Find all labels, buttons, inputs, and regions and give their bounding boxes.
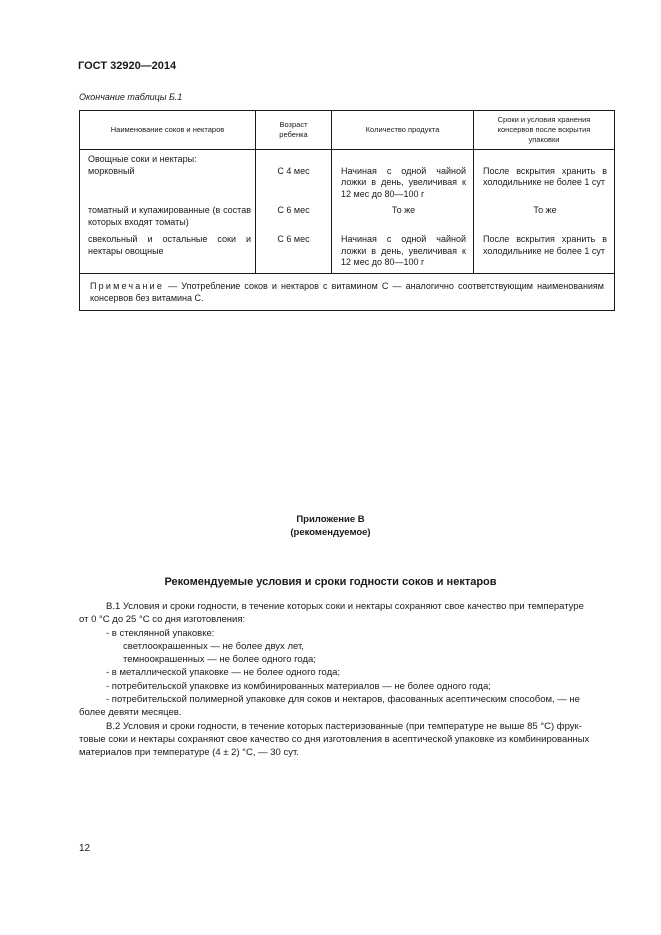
table-caption: Окончание таблицы Б.1 <box>79 92 183 102</box>
paragraph-line: материалов при температуре (4 ± 2) °С, — 30 сут. <box>79 747 299 759</box>
cell-age: С 6 мес <box>256 200 332 228</box>
paragraph-line: товые соки и нектары сохраняют свое качество со дня изготовления в асептической упаковке из комбинированных <box>79 733 590 745</box>
annex-status: (рекомендуемое) <box>290 527 371 538</box>
cell-quantity: Начиная с одной чайной ложки в день, увеличивая к 12 мес до 80—100 г <box>332 228 474 273</box>
table-header-row <box>80 111 615 150</box>
note-text: — Употребление соков и нектаров с витамином С — аналогично соответствующим наименованиям консервов без витамина С. <box>90 280 604 303</box>
list-item: - потребительской упаковке из комбинированных материалов — не более одного года; <box>106 680 491 692</box>
annex-heading: Рекомендуемые условия и сроки годности соков и нектаров <box>164 576 497 588</box>
list-subitem: темноокрашенных — не более одного года; <box>123 654 316 666</box>
table-row <box>80 228 615 273</box>
cell-age: С 6 мес <box>256 228 332 273</box>
paragraph-line: В.1 Условия и сроки годности, в течение которых соки и нектары сохраняют свое качество при температуре <box>106 601 584 612</box>
list-item: - в стеклянной упаковке: <box>106 627 215 639</box>
cell-name: томатный и купажированные (в состав которых входят томаты) <box>80 200 256 228</box>
group-heading: Овощные соки и нектары: <box>88 154 197 164</box>
column-header-age: Возраст ребенка <box>256 111 332 150</box>
data-table <box>79 110 615 311</box>
paragraph-line: В.2 Условия и сроки годности, в течение которых пастеризованные (при температуре не выше 85 °С) фрук- <box>106 720 582 732</box>
table-row <box>80 200 615 228</box>
age-value: С 4 мес <box>277 165 310 176</box>
cell-name: свекольный и остальные соки и нектары овощные <box>80 228 256 273</box>
column-header-name: Наименование соков и нектаров <box>80 111 256 150</box>
storage-value: После вскрытия хранить в холодильнике не более 1 сут <box>483 165 607 187</box>
column-header-quantity: Количество продукта <box>332 111 474 150</box>
cell-name <box>80 150 256 201</box>
list-item: - в металлической упаковке — не более одного года; <box>106 667 341 679</box>
cell-quantity <box>332 150 474 201</box>
list-item-continuation: более девяти месяцев. <box>79 707 182 719</box>
quantity-value: Начиная с одной чайной ложки в день, увеличивая к 12 мес до 80—100 г <box>341 165 466 199</box>
cell-storage: То же <box>474 200 615 228</box>
page-number: 12 <box>79 843 91 854</box>
table-row <box>80 150 615 201</box>
product-name: морковный <box>88 165 135 176</box>
cell-quantity: То же <box>332 200 474 228</box>
table-note <box>80 273 615 310</box>
cell-age <box>256 150 332 201</box>
column-header-storage: Сроки и условия хранения консервов после вскрытия упаковки <box>474 111 615 150</box>
cell-storage <box>474 150 615 201</box>
note-label: Примечание <box>90 280 165 291</box>
list-subitem: светлоокрашенных — не более двух лет, <box>123 640 304 652</box>
annex-title: Приложение В <box>296 514 365 525</box>
table-note-row <box>80 273 615 310</box>
paragraph-line: от 0 °С до 25 °С со дня изготовления: <box>79 614 246 626</box>
annex-body <box>79 600 614 760</box>
cell-storage: После вскрытия хранить в холодильнике не более 1 сут <box>474 228 615 273</box>
document-header: ГОСТ 32920—2014 <box>78 60 177 72</box>
list-item: - потребительской полимерной упаковке для соков и нектаров, фасованных асептическим способом, — не <box>106 694 580 706</box>
